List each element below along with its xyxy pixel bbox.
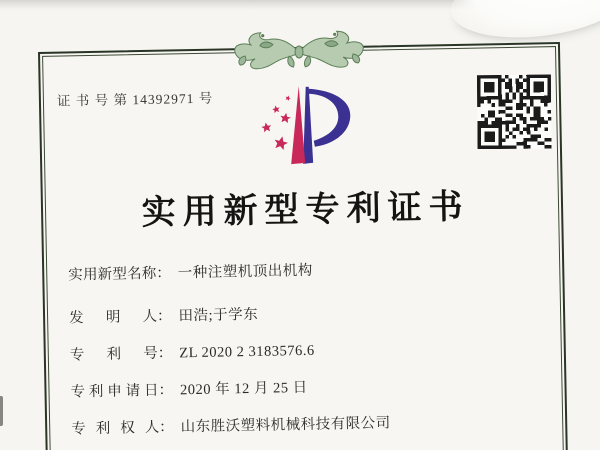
field-patentee bbox=[71, 411, 391, 438]
field-value: ZL 2020 2 3183576.6 bbox=[179, 342, 315, 362]
certificate-frame bbox=[38, 42, 570, 450]
field-value: 一种注塑机顶出机构 bbox=[177, 262, 313, 282]
field-colon: ： bbox=[158, 382, 174, 399]
field-colon: ： bbox=[156, 308, 172, 325]
field-colon: ： bbox=[156, 265, 171, 282]
qr-code bbox=[477, 75, 552, 150]
paper-left-edge-mark bbox=[0, 396, 3, 426]
field-label: 专利申请日 bbox=[70, 382, 159, 401]
cnipa-patent-logo-icon bbox=[257, 84, 361, 168]
field-utility-model-name bbox=[68, 259, 313, 285]
field-label: 发明人 bbox=[68, 308, 158, 327]
field-value: 2020 年 12 月 25 日 bbox=[179, 379, 308, 399]
field-label: 专利权人 bbox=[71, 419, 160, 438]
field-inventors bbox=[69, 303, 258, 328]
field-colon: ： bbox=[159, 419, 174, 436]
field-patent-number bbox=[70, 339, 315, 365]
field-colon: ： bbox=[157, 345, 173, 362]
certificate-number: 证 书 号 第 14392971 号 bbox=[56, 90, 214, 109]
certificate-title: 实用新型专利证书 bbox=[141, 188, 470, 233]
paper-corner-curl bbox=[446, 0, 600, 47]
field-application-date bbox=[70, 376, 307, 402]
field-label: 专利号 bbox=[69, 345, 158, 364]
field-label: 实用新型名称 bbox=[68, 265, 157, 284]
field-value: 田浩;于学东 bbox=[178, 306, 259, 325]
green-scroll-ornament-icon bbox=[213, 26, 386, 75]
field-value: 山东胜沃塑料机械科技有限公司 bbox=[180, 415, 391, 436]
